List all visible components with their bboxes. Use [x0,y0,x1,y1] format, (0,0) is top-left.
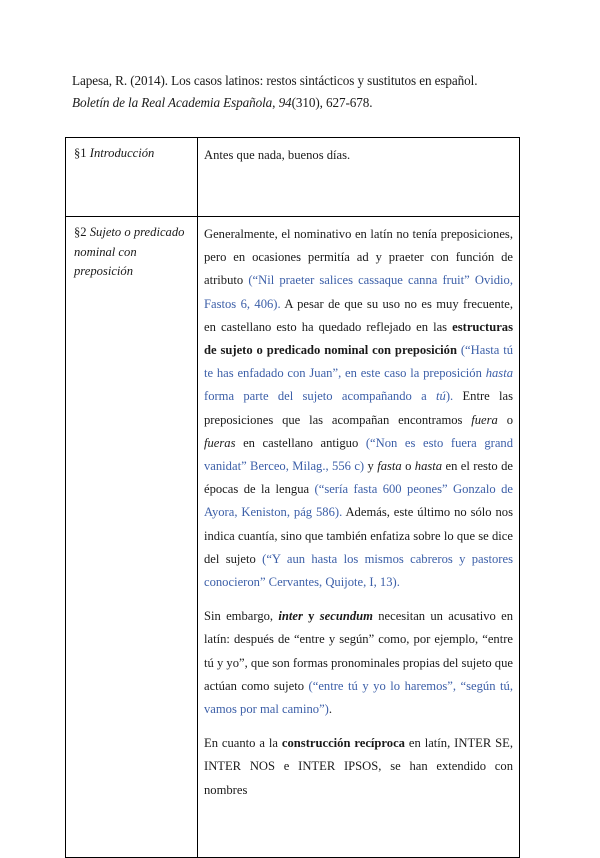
quote-example: (“Nil praeter salices cassaque canna fruit” Ovidio, Fastos 6, 406). [204,273,514,311]
content-table [65,137,520,858]
quote-example: (“entre tú y yo lo haremos”, “según tú, vamos por mal camino”) [204,678,514,717]
paragraph-3: En cuanto a la construcción recíproca en latín, INTER SE, INTER NOS e INTER IPSOS, se han extendido con nombres [204,736,513,797]
quote-example: (“sería fasta 600 peones” Gonzalo de Ayora, Keniston, pág 586). [204,482,514,520]
reference-line-1: Lapesa, R. (2014). Los casos latinos: restos sintácticos y sustitutos en español. [72,73,478,88]
paragraph-1: Generalmente, el nominativo en latín no tenía preposiciones, pero en ocasiones permitía ad y praeter con función de atributo (“Nil praeter salices cassaque canna fruit” Ovidio, Fastos 6, 406). A pesar de que su uso no es muy frecuente, en castellano esto ha quedado reflejado en las estructuras de sujeto o predicado nominal con preposición (“Hasta tú te has enfadado con Juan”, en este caso la preposición hasta forma parte del sujeto acompañando a tú). Entre las preposiciones que las acompañan encontramos fuera o fueras en castellano antiguo (“Non es esto fuera grand vanidat” Berceo, Milag., 556 c) y fasta o hasta en el resto de épocas de la lengua (“sería fasta 600 peones” Gonzalo de Ayora, Keniston, pág 586). Además, este último no sólo nos indica cuantía, sino que también enfatiza sobre lo que se dice del sujeto (“Y aun hasta los mismos cabreros y pastores conocieron” Cervantes, Quijote, I, 13). [204,227,514,590]
key-term: estructuras de sujeto o predicado nominal con preposición [204,319,513,358]
quote-example: (“Non es esto fuera grand vanidat” Berceo, Milag., 556 c) [204,435,513,474]
section-body-cell [198,138,520,217]
key-term: construcción recíproca [281,736,405,751]
reference-citation [72,70,542,114]
section-body-cell [198,217,520,858]
reference-line-2: Boletín de la Real Academia Española, 94(310), 627-678. [72,95,373,110]
paragraph-2: Sin embargo, inter y secundum necesitan un acusativo en latín: después de “entre y según” como, por ejemplo, “entre tú y yo”, que son formas pronominales propias del sujeto que actúan como sujeto (“entre tú y yo lo haremos”, “según tú, vamos por mal camino”). [204,609,514,717]
table-row [66,138,520,217]
journal-title: Boletín de la Real Academia Española [72,95,273,110]
journal-issue-pages: (310), 627-678. [291,95,373,110]
journal-volume: 94 [278,95,292,110]
intro-text: Antes que nada, buenos días. [204,148,351,162]
table-row [66,217,520,858]
section-heading-cell: §1 Introducción [66,138,198,217]
quote-example: (“Y aun hasta los mismos cabreros y pastores conocieron” Cervantes, Quijote, I, 13). [204,551,513,590]
section-heading-cell: §2 Sujeto o predicado nominal con preposición [66,217,198,858]
